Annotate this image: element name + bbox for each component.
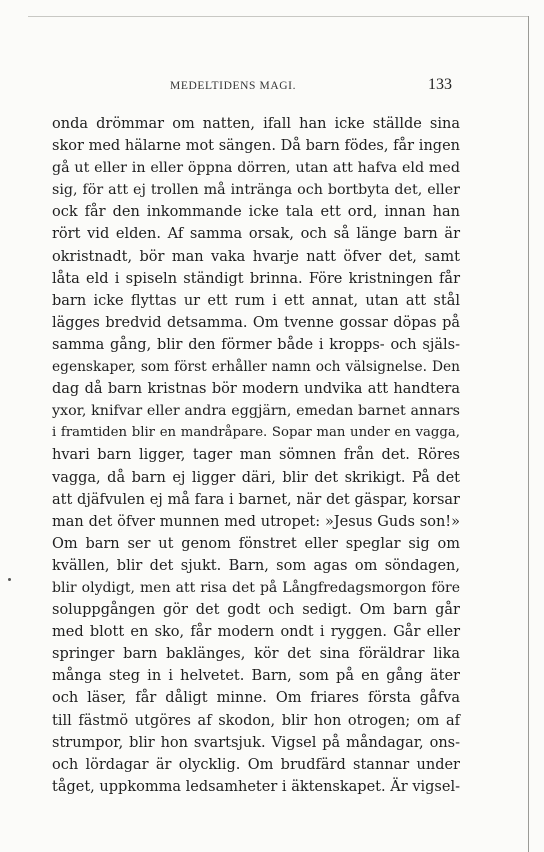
text-line: och lördagar är olycklig. Om brudfärd stannar under	[52, 756, 460, 773]
text-line: soluppgången gör det godt och sedigt. Om barn går	[52, 602, 460, 619]
text-line: kvällen, blir det sjukt. Barn, som agas om söndagen,	[52, 557, 460, 574]
text-line: blir olydigt, men att risa det på Långfredagsmorgon före	[52, 579, 460, 596]
text-line: strumpor, blir hon svartsjuk. Vigsel på måndagar, ons-	[52, 734, 460, 751]
body-text	[52, 113, 460, 798]
text-line: gå ut eller in eller öppna dörren, utan att hafva eld med	[52, 160, 460, 177]
text-line: man det öfver munnen med utropet: »Jesus Guds son!»	[52, 513, 460, 530]
text-line: barn icke flyttas ur ett rum i ett annat, utan att stål	[52, 292, 460, 309]
text-line: att djäfvulen ej må fara i barnet, när det gäspar, korsar	[52, 491, 460, 508]
text-line: skor med hälarne mot sängen. Då barn födes, får ingen	[52, 138, 460, 155]
text-line: ock får den inkommande icke tala ett ord, innan han	[52, 204, 460, 221]
text-line: sig, för att ej trollen må intränga och bortbyta det, eller	[52, 182, 460, 199]
text-line: vagga, då barn ej ligger däri, blir det skrikigt. På det	[52, 469, 460, 486]
text-line: med blott en sko, får modern ondt i ryggen. Går eller	[52, 624, 460, 641]
running-head: MEDELTIDENS MAGI.	[170, 80, 297, 92]
page-right-edge	[528, 16, 529, 852]
text-line: tåget, uppkomma ledsamheter i äktenskapet. Är vigsel-	[52, 778, 460, 795]
text-line: okristnadt, bör man vaka hvarje natt öfver det, samt	[52, 248, 460, 265]
text-line: egenskaper, som först erhåller namn och välsignelse. Den	[52, 359, 460, 376]
text-line: till fästmö utgöres af skodon, blir hon otrogen; om af	[52, 712, 460, 729]
text-line: hvari barn ligger, tager man sömnen från det. Röres	[52, 447, 460, 464]
text-line: i framtiden blir en mandråpare. Sopar man under en vagga,	[52, 425, 460, 441]
text-line: och läser, får dåligt minne. Om friares första gåfva	[52, 690, 460, 707]
margin-speck	[8, 578, 11, 581]
text-line: springer barn baklänges, kör det sina föräldrar lika	[52, 646, 460, 663]
page-number: 133	[428, 76, 452, 93]
text-line: dag då barn kristnas bör modern undvika att handtera	[52, 381, 460, 398]
page-top-edge	[28, 16, 528, 17]
text-line: lägges bredvid detsamma. Om tvenne gossar döpas på	[52, 314, 460, 331]
text-line: samma gång, blir den förmer både i kropps- och själs-	[52, 336, 460, 353]
text-line: onda drömmar om natten, ifall han icke ställde sina	[52, 116, 460, 132]
text-line: yxor, knifvar eller andra eggjärn, emedan barnet annars	[52, 403, 460, 420]
text-line: låta eld i spiseln ständigt brinna. Före kristningen får	[52, 270, 460, 287]
text-line: rört vid elden. Af samma orsak, och så länge barn är	[52, 226, 460, 243]
text-line: många steg in i helvetet. Barn, som på en gång äter	[52, 668, 460, 685]
text-line: Om barn ser ut genom fönstret eller speglar sig om	[52, 535, 460, 552]
